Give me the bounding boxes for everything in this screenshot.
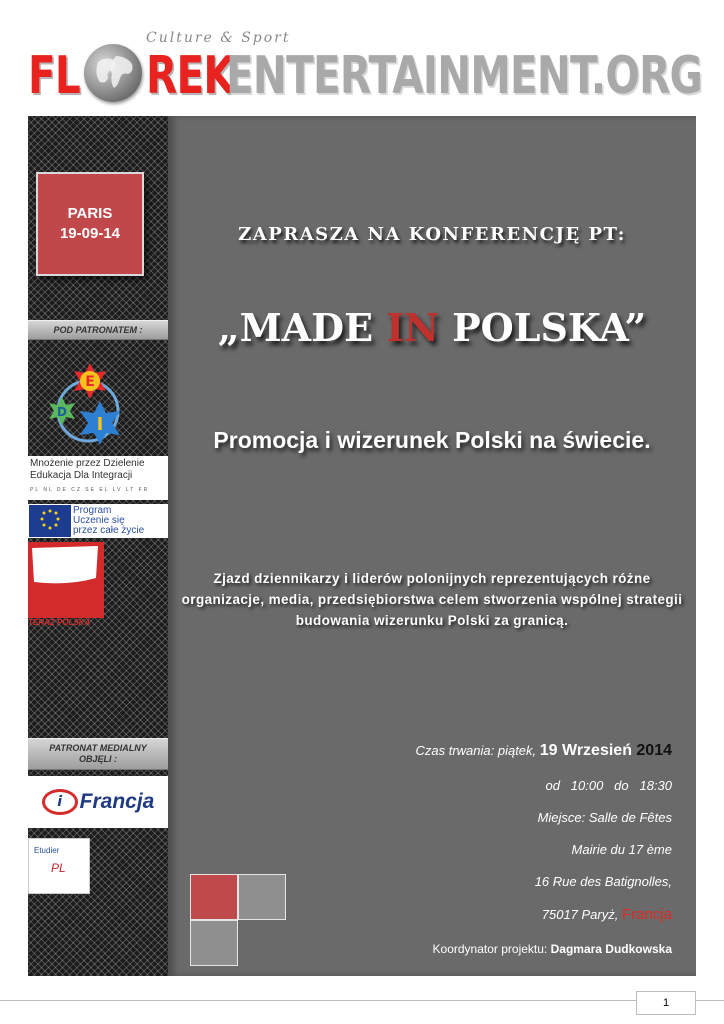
duration-year: 2014 — [636, 742, 672, 759]
lll-line1: Program — [73, 505, 112, 516]
address-line2: 16 Rue des Batignolles, — [534, 874, 672, 889]
poster — [28, 116, 696, 976]
footer-divider — [0, 1000, 724, 1001]
edi-line1: Mnożenie przez Dzielenie — [30, 458, 145, 469]
sidebar — [28, 116, 168, 976]
edi-logo — [38, 361, 138, 461]
duration-month: Wrzesień — [557, 742, 637, 759]
media-patronage-label — [28, 738, 168, 770]
media-label-line1: PATRONAT MEDIALNY — [49, 743, 147, 753]
coordinator-line — [433, 942, 672, 956]
coordinator-label: Koordynator projektu: — [432, 942, 551, 956]
edi-line2: Edukacja Dla Integracji — [30, 470, 133, 481]
hours-line: od 10:00 do 18:30 — [545, 778, 672, 793]
decor-square-red — [190, 874, 238, 920]
patronage-label: POD PATRONATEM : — [28, 320, 168, 340]
description: Zjazd dziennikarzy i liderów polonijnych reprezentujących różne organizacje, media, przedsiębiorstwa celem stworzenia wspólnej strategii budowania wizerunku Polski za granicą. — [181, 571, 683, 628]
date-city: PARIS — [67, 205, 113, 222]
svg-text:I: I — [96, 414, 104, 435]
address-country: Francja — [621, 906, 672, 923]
conference-title — [168, 306, 696, 350]
date-value: 19-09-14 — [59, 225, 121, 242]
title-in: IN — [386, 305, 439, 350]
edi-caption — [28, 456, 168, 500]
lll-line3: przez całe życie — [73, 525, 145, 536]
lifelong-learning-logo — [28, 504, 168, 538]
lll-caption — [73, 506, 144, 536]
decor-square-gray2 — [190, 920, 238, 966]
globe-icon — [84, 44, 142, 102]
duration-line — [415, 742, 672, 760]
main-panel — [168, 116, 696, 976]
edi-flags: PL NL DE CZ SE EL LV LT FR — [30, 487, 150, 493]
title-part2: POLSKA” — [438, 305, 647, 350]
polish-flag-icon — [28, 542, 104, 618]
coordinator-name: Dagmara Dudkowska — [550, 942, 672, 956]
decor-square-gray1 — [238, 874, 286, 920]
date-box — [36, 172, 144, 276]
title-part1: „MADE — [217, 305, 387, 350]
teraz-polska-label: TERAZ POLSKA — [28, 618, 91, 627]
page-number: 1 — [636, 991, 696, 1015]
ifrancja-logo — [28, 776, 168, 828]
invite-heading: ZAPRASZA NA KONFERENCJĘ PT: — [238, 224, 626, 245]
etudier-pl-text: PL — [51, 861, 66, 875]
etudier-text: Etudier — [34, 846, 60, 855]
media-label-line2: OBJĘLI : — [78, 754, 117, 764]
subtitle: Promocja i wizerunek Polski na świecie. — [213, 427, 651, 453]
site-logo — [28, 30, 703, 108]
logo-text-fl: FL — [28, 46, 80, 106]
place-line: Miejsce: Salle de Fêtes — [537, 810, 672, 825]
eu-flag-icon — [29, 505, 71, 537]
ifrancja-text: Francja — [79, 790, 155, 813]
address-line3 — [542, 906, 672, 923]
logo-tagline: Culture & Sport — [146, 30, 291, 46]
lll-line2: Uczenie się — [73, 515, 125, 526]
logo-text-rek: REK — [146, 46, 235, 106]
address-line1: Mairie du 17 ème — [571, 842, 672, 857]
etudier-pl-logo — [28, 838, 90, 894]
address-city: 75017 Paryż, — [541, 907, 622, 922]
logo-text-entertainment: ENTERTAINMENT.ORG — [226, 46, 703, 106]
teraz-polska-logo — [28, 542, 104, 630]
svg-text:D: D — [57, 405, 67, 419]
duration-day: 19 — [539, 742, 558, 759]
ifrancja-i: i — [42, 789, 78, 815]
svg-text:E: E — [85, 374, 95, 390]
duration-label: Czas trwania: piątek, — [415, 743, 540, 758]
